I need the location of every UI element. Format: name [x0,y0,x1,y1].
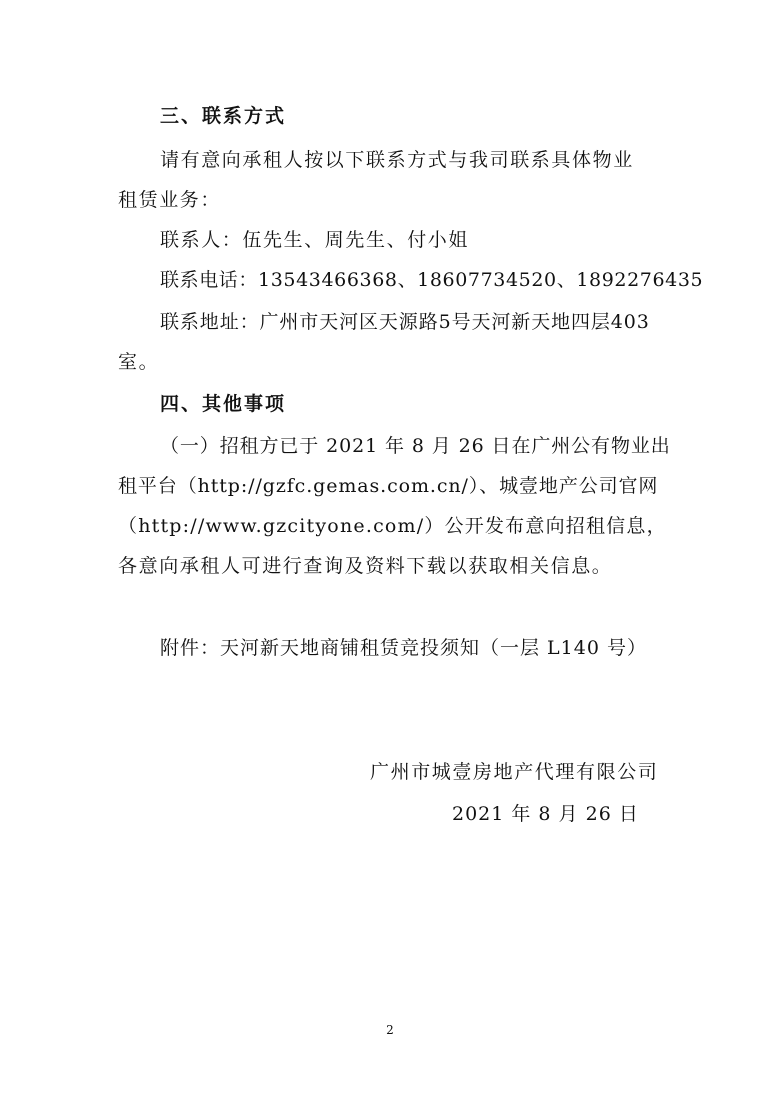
other-para-line-1: （一）招租方已于 2021 年 8 月 26 日在广州公有物业出 [160,435,671,457]
contact-address-line-2: 室。 [118,351,160,373]
signature-company: 广州市城壹房地产代理有限公司 [370,761,659,783]
section-heading-other: 四、其他事项 [160,393,287,415]
section-heading-contact: 三、联系方式 [160,105,287,127]
page-number: 2 [386,1023,394,1037]
contact-persons: 联系人：伍先生、周先生、付小姐 [160,229,470,251]
contact-phones: 联系电话：13543466368、18607734520、1892276435 [160,269,704,291]
other-para-line-4: 各意向承租人可进行查询及资料下载以获取相关信息。 [118,555,613,577]
attachment-note: 附件：天河新天地商铺租赁竞投须知（一层 L140 号） [160,637,647,659]
contact-address-line-1: 联系地址：广州市天河区天源路5号天河新天地四层403 [160,311,650,333]
contact-intro-line-1: 请有意向承租人按以下联系方式与我司联系具体物业 [160,149,634,171]
contact-intro-line-2: 租赁业务： [118,189,222,211]
other-para-line-3: （http://www.gzcityone.com/）公开发布意向招租信息， [118,515,667,537]
other-para-line-2: 租平台（http://gzfc.gemas.com.cn/）、城壹地产公司官网 [118,475,659,497]
signature-date: 2021 年 8 月 26 日 [452,803,639,825]
